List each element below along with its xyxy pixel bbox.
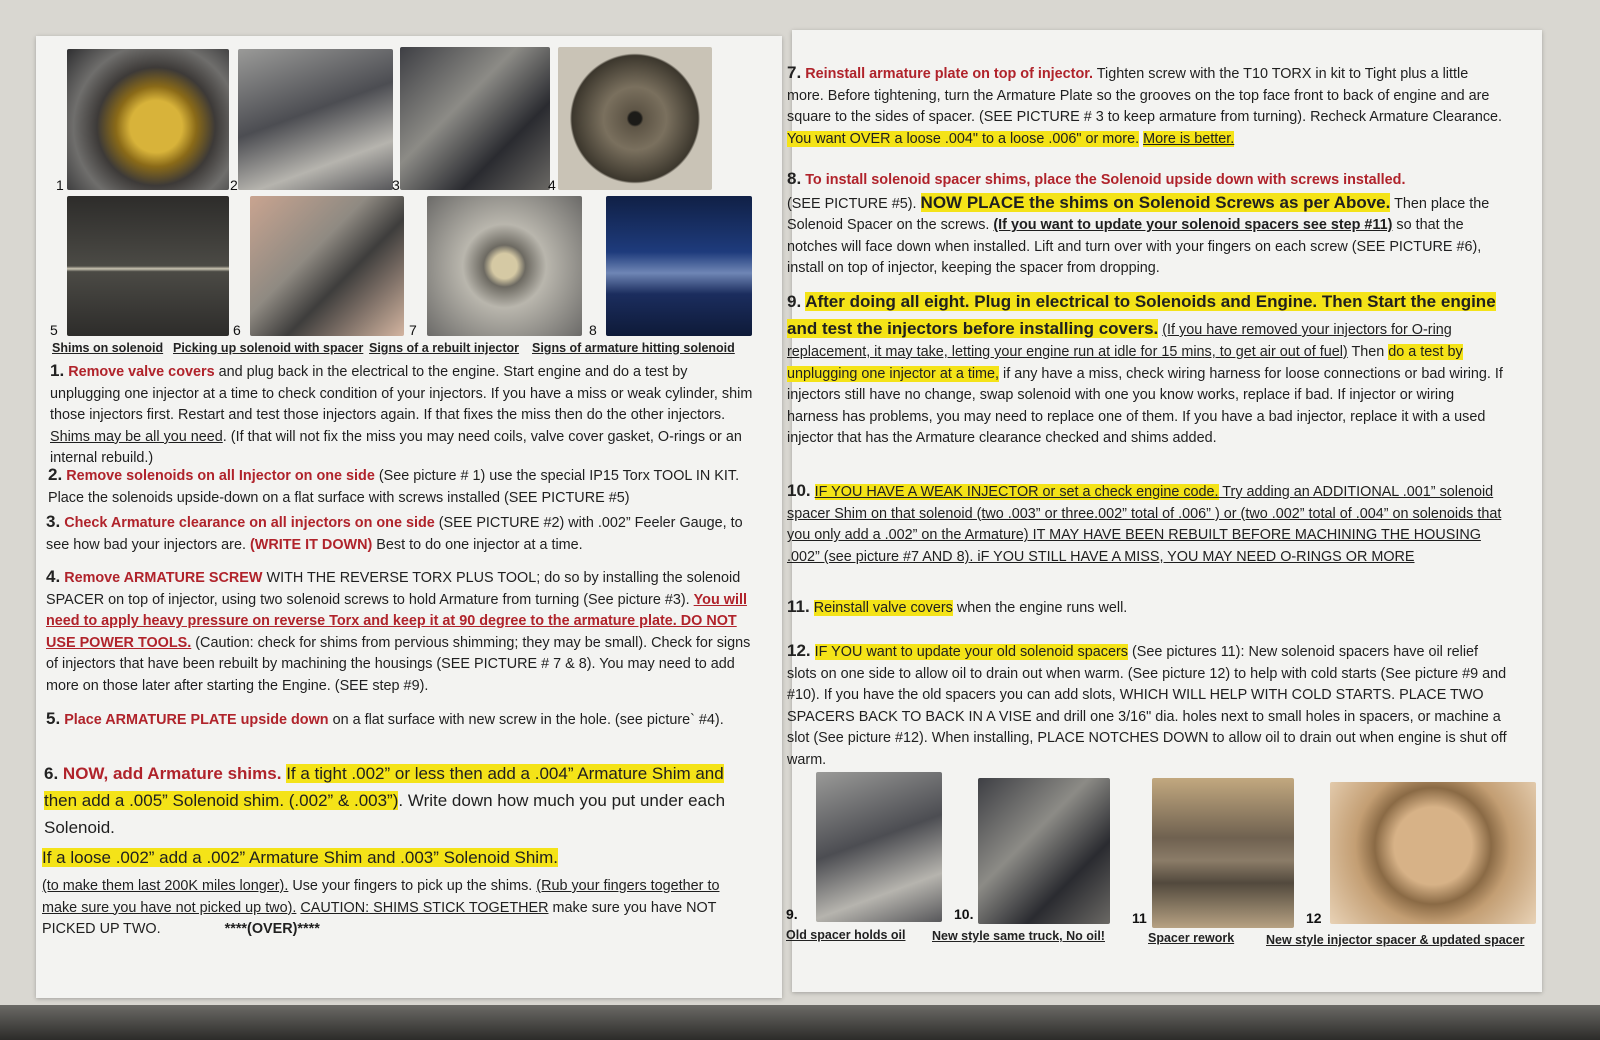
step-7 xyxy=(787,62,1507,150)
photo-number: 12 xyxy=(1306,910,1322,926)
place-shims-highlight: NOW PLACE the shims on Solenoid Screws as per Above. xyxy=(920,192,1391,212)
step-number: 12. xyxy=(787,641,811,660)
photo-number: 4 xyxy=(548,177,556,193)
step-11 xyxy=(787,596,1509,620)
step-10 xyxy=(787,480,1509,568)
step-2 xyxy=(48,464,756,509)
step-number: 11. xyxy=(787,597,810,616)
step-text-2: if any have a miss, check wiring harness for loose connections or bad wiring. If injectors still have no change, swap solenoid with one you know works, replace if bad. If injector or wiring harness has problems, you may need to replace one of them. If you have a bad injector, replace it with a used injector that has the Armature clearance checked and shims added. xyxy=(787,365,1503,447)
photo-updated-spacer xyxy=(1330,782,1536,924)
step-text: Then xyxy=(1347,344,1389,360)
photo-number: 10. xyxy=(954,906,974,922)
additional-shim-note: Try adding an ADDITIONAL .001” solenoid spacer Shim on that solenoid (two .003” or three.002” total of .006” ) or (two .002” total of .004” on solenoids that you only add a .002” on the Armature) IT MAY HAVE BEEN REBUILT BEFORE MACHINING THE HOUSING .002” (see picture #7 AND 8). iF YOU STILL HAVE A MISS, YOU MAY NEED O-RINGS OR MORE xyxy=(787,484,1502,565)
step-text-tail: (Caution: check for shims from pervious shimming; they may be small). Check for signs of injectors that have been rebuilt by machining the housings (SEE PICTURE # 7 & 8). You may need to add more on those later after starting the Engine. (SEE step #9). xyxy=(46,634,751,694)
step-4 xyxy=(46,566,756,698)
reinstall-covers-highlight: Reinstall valve covers xyxy=(813,600,953,616)
caption-picking-up-solenoid: Picking up solenoid with spacer xyxy=(173,341,364,355)
caption-updated-spacer: New style injector spacer & updated spacer xyxy=(1266,933,1525,947)
step-text: and plug back in the electrical to the engine. Start engine and do a test by unplugging one injector at a time to check condition of your injectors. If you have a miss or weak cylinder, shim those injectors first. Restart and test those injectors again. If that fixes the miss then do the other injectors. xyxy=(50,364,753,424)
photo-armature-plate xyxy=(558,47,712,190)
step-number: 1. xyxy=(50,361,65,380)
step-text-3: so that the notches will face down when installed. Lift and turn over with your fingers on each screw (SEE PICTURE #6), install on top of injector, keeping the spacer from dropping. xyxy=(787,217,1482,277)
over-marker: ****(OVER)**** xyxy=(224,921,320,938)
caption-spacer-rework: Spacer rework xyxy=(1148,931,1235,945)
photo-old-spacer xyxy=(816,772,942,922)
step-number: 5. xyxy=(46,709,61,728)
update-spacers-note: (If you want to update your solenoid spacers see step #11) xyxy=(993,217,1393,234)
step-1 xyxy=(50,360,754,470)
o-ring-note: (If you have removed your injectors for O-ring replacement, it may take, letting your engine run at idle for 15 mins, to get air out of fuel) xyxy=(787,322,1452,360)
step-9 xyxy=(787,288,1509,450)
photo-number: 8 xyxy=(589,322,597,338)
photo-shims-on-solenoid xyxy=(67,196,229,336)
loose-clearance-highlight: If a loose .002” add a .002” Armature Shim and .003” Solenoid Shim. xyxy=(42,848,558,867)
photo-number: 7 xyxy=(409,322,417,338)
step-number: 8. xyxy=(787,169,802,188)
caution-shims-stick: CAUTION: SHIMS STICK TOGETHER xyxy=(300,899,549,916)
photo-armature-hitting-solenoid xyxy=(606,196,752,336)
step-title: Remove ARMATURE SCREW xyxy=(64,570,263,586)
step-5 xyxy=(46,708,756,732)
write-it-down-note: (WRITE IT DOWN) xyxy=(249,536,373,553)
photo-number: 9. xyxy=(786,906,798,922)
note-text-1: Use your fingers to pick up the shims. xyxy=(288,878,537,894)
step-6 xyxy=(44,760,756,841)
photo-number: 11 xyxy=(1132,910,1147,926)
loose-clearance-note xyxy=(42,844,754,871)
caption-armature-hitting-solenoid: Signs of armature hitting solenoid xyxy=(532,341,735,355)
photo-number: 6 xyxy=(233,322,241,338)
step-title: Remove solenoids on all Injector on one side xyxy=(66,468,375,484)
step-title: Place ARMATURE PLATE upside down xyxy=(64,712,329,728)
note-underlined-1: (to make them last 200K miles longer). xyxy=(42,878,289,894)
step-underlined: Shims may be all you need xyxy=(50,428,223,445)
power-tools-warning: You will need to apply heavy pressure on reverse Torx and keep it at 90 degree to the armature plate. DO NOT USE POWER TOOLS. xyxy=(46,591,747,651)
step-title: Check Armature clearance on all injectors on one side xyxy=(64,515,435,531)
step-text-tail: . (If that will not fix the miss you may need coils, valve cover gasket, O-rings or an internal rebuild.) xyxy=(50,428,742,467)
more-is-better: More is better. xyxy=(1143,130,1235,147)
note-text-3: make sure you have NOT PICKED UP TWO. xyxy=(42,899,717,938)
clearance-target-highlight: You want OVER a loose .004" to a loose .006" or more. xyxy=(787,130,1140,147)
step-number: 10. xyxy=(787,481,811,500)
table-surface xyxy=(0,1005,1600,1040)
step-number: 9. xyxy=(787,292,802,311)
caption-new-style-spacer: New style same truck, No oil! xyxy=(932,929,1105,943)
step-title: Reinstall armature plate on top of injector. xyxy=(805,66,1094,82)
photo-number: 5 xyxy=(50,322,58,338)
step-title: NOW, add Armature shims. xyxy=(62,764,282,783)
start-engine-highlight: After doing all eight. Plug in electrical to Solenoids and Engine. Then Start the engine and test the injectors before installing covers. xyxy=(787,292,1496,338)
step-number: 2. xyxy=(48,465,63,484)
step-text-tail: Best to do one injector at a time. xyxy=(372,536,583,553)
photo-picking-up-solenoid xyxy=(250,196,404,336)
step-title: To install solenoid spacer shims, place the Solenoid upside down with screws installed. xyxy=(805,172,1406,188)
note-underlined-2: (Rub your fingers together to make sure you have not picked up two). xyxy=(42,878,720,916)
photo-feeler-gauge xyxy=(238,49,393,190)
step-number: 7. xyxy=(787,63,802,82)
photo-rebuilt-injector xyxy=(427,196,582,336)
photo-spacer-rework xyxy=(1152,778,1294,928)
step-text: (SEE PICTURE #2) with .002” Feeler Gauge, to see how bad your injectors are. xyxy=(46,515,743,553)
step-title: Remove valve covers xyxy=(68,364,215,380)
weak-injector-highlight: IF YOU HAVE A WEAK INJECTOR or set a check engine code. xyxy=(814,484,1219,500)
photo-number: 3 xyxy=(392,177,400,193)
caption-old-spacer: Old spacer holds oil xyxy=(786,928,906,942)
step-text: when the engine runs well. xyxy=(952,600,1128,616)
step-number: 3. xyxy=(46,512,61,531)
step-text: (See picture # 1) use the special IP15 Torx TOOL IN KIT. Place the solenoids upside-down on a flat surface with screws installed (SEE PICTURE #5) xyxy=(48,468,740,506)
shim-handling-note xyxy=(42,876,756,941)
step-text-tail: . Write down how much you put under each Solenoid. xyxy=(44,791,726,837)
photo-number: 2 xyxy=(230,177,238,193)
step-number: 6. xyxy=(44,764,59,783)
caption-shims-on-solenoid: Shims on solenoid xyxy=(52,341,164,355)
instruction-sheet-right xyxy=(786,30,1542,992)
step-number: 4. xyxy=(46,567,61,586)
step-12 xyxy=(787,640,1509,772)
photo-solenoid-removed xyxy=(67,49,229,190)
update-spacers-highlight: IF YOU want to update your old solenoid spacers xyxy=(814,644,1128,660)
step-3 xyxy=(46,511,756,556)
step-text: Tighten screw with the T10 TORX in kit to Tight plus a little more. Before tightening, turn the Armature Plate so the grooves on the top face front to back of engine and are square to the sides of spacer. (SEE PICTURE # 3 to keep armature from turning). Recheck Armature Clearance. xyxy=(787,66,1503,126)
step-text: on a flat surface with new screw in the hole. (see picture` #4). xyxy=(328,712,724,728)
unplug-test-highlight: do a test by unplugging one injector at a time, xyxy=(787,344,1463,382)
caption-rebuilt-injector: Signs of a rebuilt injector xyxy=(369,341,520,355)
step-8 xyxy=(787,168,1509,280)
step-text-2: Then place the Solenoid Spacer on the screws. xyxy=(787,195,1490,234)
tight-clearance-instruction: If a tight .002” or less then add a .004” Armature Shim and then add a .005” Solenoid shim. (.002” & .003”) xyxy=(44,764,724,810)
photo-armature-screw xyxy=(400,47,550,190)
photo-new-style-spacer xyxy=(978,778,1110,924)
instruction-sheet-left xyxy=(36,36,782,998)
step-text: (See pictures 11): New solenoid spacers have oil relief slots on one side to allow oil to drain out when warm. (See picture 12) to help with cold starts (See picture #9 and #10). If you have the old spacers you can add slots, WHICH WILL HELP WITH COLD STARTS. PLACE TWO SPACERS BACK TO BACK IN A VISE and drill one 3/16" dia. holes next to small holes in spacers, or machine a slot (See picture #12). When installing, PLACE NOTCHES DOWN to allow oil to drain out when engine is shut off warm. xyxy=(787,644,1507,768)
photo-number: 1 xyxy=(56,177,64,193)
step-text: WITH THE REVERSE TORX PLUS TOOL; do so by installing the solenoid SPACER on top of injector, using two solenoid screws to hold Armature from turning (See picture #3). xyxy=(46,570,741,608)
step-text: (SEE PICTURE #5). xyxy=(787,195,921,212)
